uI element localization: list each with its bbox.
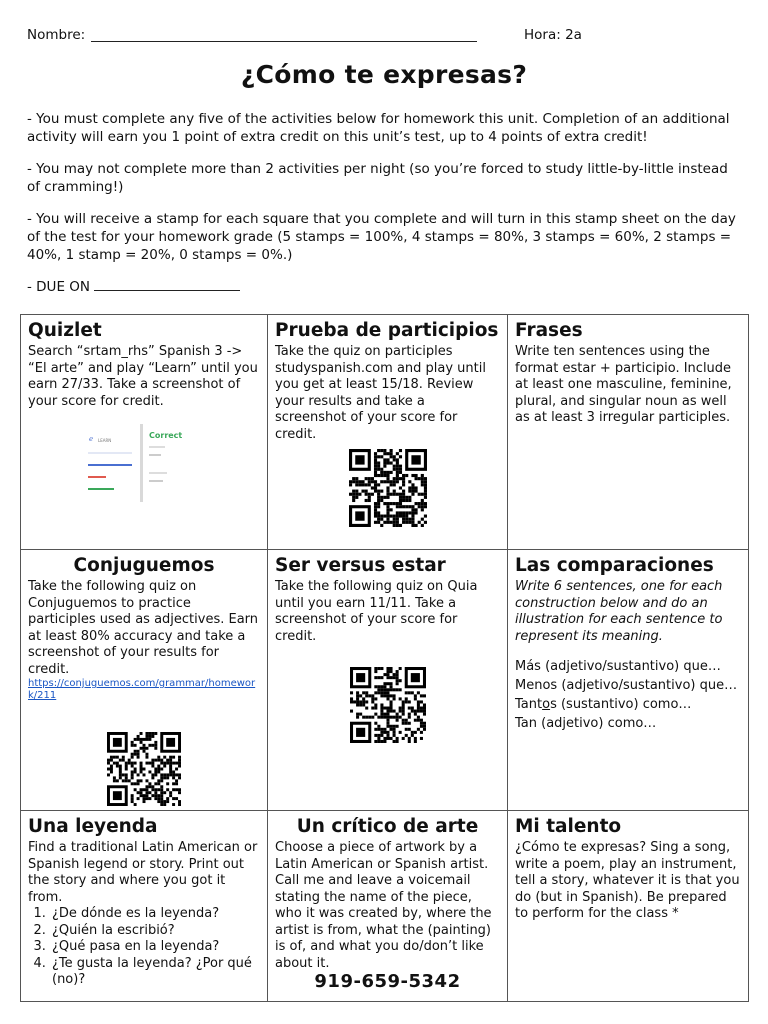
cell-body-ser-estar: Take the following quiz on Quia until you earn 11/11. Take a screenshot of your score for credit. (275, 579, 478, 644)
cell-body-comparaciones: Write 6 sentences, one for each construction below and do an illustration for each sentence to represent its meaning. (515, 579, 723, 644)
comparison-line-1: Más (adjetivo/sustantivo) que… (515, 659, 721, 674)
name-blank-line[interactable] (91, 41, 477, 42)
cell-ser-estar (268, 550, 508, 811)
cell-body-critico: Choose a piece of artwork by a Latin American or Spanish artist. Call me and leave a voicemail stating the name of the piece, who it was created by, where the artist is from, what the (painting) is of, and what you do/don’t like about it. (275, 840, 492, 971)
cell-leyenda (21, 811, 268, 1002)
cell-body-prueba: Take the quiz on participles studyspanish.com and play until you get at least 15/18. Review your results and take a screenshot of your score for credit. (275, 344, 486, 442)
quizlet-screenshot-image (86, 424, 202, 508)
legend-question: 2. ¿Quién la escribió? (50, 923, 260, 940)
cell-title-leyenda: Una leyenda (28, 816, 158, 837)
due-date-blank[interactable] (94, 279, 240, 291)
instructions (27, 110, 743, 310)
cell-title-quizlet: Quizlet (28, 320, 102, 341)
header-row (27, 27, 741, 45)
comparison-line-4: Tan (adjetivo) como… (515, 716, 657, 731)
hora-label: Hora: 2a (524, 27, 582, 43)
qr-code-prueba[interactable] (349, 449, 427, 527)
cell-body-leyenda: Find a traditional Latin American or Spanish legend or story. Print out the story and where you got it from. (28, 840, 258, 905)
shot-learn-label: LEARN (98, 438, 112, 443)
cell-title-conjuguemos: Conjuguemos (73, 555, 215, 576)
cell-title-frases: Frases (515, 320, 583, 341)
cell-title-critico: Un crítico de arte (296, 816, 479, 837)
cell-talento (508, 811, 749, 1002)
instruction-3: - You will receive a stamp for each square that you complete and will turn in this stamp sheet on the day of the test for your homework grade (5 stamps = 100%, 4 stamps = 80%, 3 stamps = 60%, 2 stamps = 40%, 1 stamp = 20%, 0 stamps = 0%.) (27, 211, 736, 263)
cell-frases (508, 315, 749, 550)
cell-comparaciones (508, 550, 749, 811)
cell-prueba (268, 315, 508, 550)
cell-quizlet (21, 315, 268, 550)
conjuguemos-link[interactable]: https://conjuguemos.com/grammar/homework/211 (28, 678, 256, 701)
cell-conjuguemos (21, 550, 268, 811)
due-date-line (27, 278, 743, 296)
cell-body-frases: Write ten sentences using the format estar + participio. Include at least one masculine, feminine, plural, and singular noun as well as at least 3 irregular participles. (515, 344, 732, 425)
cell-body-talento: ¿Cómo te expresas? Sing a song, write a poem, play an instrument, tell a story, whatever it is that you do (but in Spanish). Be prepared to perform for the class * (515, 840, 740, 921)
cell-body-conjuguemos: Take the following quiz on Conjuguemos to practice participles used as adjectives. Earn at least 80% accuracy and take a screenshot of your results for credit. (28, 579, 259, 677)
cell-body-quizlet: Search “srtam_rhs” Spanish 3 -> “El arte” and play “Learn” until you earn 27/33. Take a screenshot of your score for credit. (28, 344, 258, 409)
name-label: Nombre: (27, 27, 86, 43)
cell-title-prueba: Prueba de participios (275, 320, 499, 341)
instruction-1: - You must complete any five of the activities below for homework this unit. Completion of an additional activity will earn you 1 point of extra credit on this unit’s test, up to 4 points of extra credit! (27, 111, 730, 145)
legend-question: 4. ¿Te gusta la leyenda? ¿Por qué (no)? (50, 956, 260, 989)
cell-title-ser-estar: Ser versus estar (275, 555, 446, 576)
comparison-line-2: Menos (adjetivo/sustantivo) que… (515, 678, 738, 693)
legend-question: 3. ¿Qué pasa en la leyenda? (50, 939, 260, 956)
phone-number[interactable]: 919-659-5342 (314, 971, 461, 992)
qr-code-conjuguemos[interactable] (107, 732, 181, 806)
comparison-list (515, 657, 741, 733)
cell-critico (268, 811, 508, 1002)
legend-question: 1. ¿De dónde es la leyenda? (50, 906, 260, 923)
due-label: - DUE ON (27, 279, 90, 295)
learn-icon: ℯ (89, 435, 94, 443)
comparison-line-3: Tantos (sustantivo) como… (515, 697, 692, 712)
instruction-2: - You may not complete more than 2 activities per night (so you’re forced to study little-by-little instead of cramming!) (27, 161, 728, 195)
cell-title-comparaciones: Las comparaciones (515, 555, 714, 576)
activity-grid (20, 314, 749, 1002)
legend-questions (50, 906, 260, 989)
shot-correct-label: Correct (149, 431, 183, 440)
page-title: ¿Cómo te expresas? (240, 60, 528, 89)
qr-code-ser-estar[interactable] (350, 667, 426, 743)
cell-title-talento: Mi talento (515, 816, 622, 837)
